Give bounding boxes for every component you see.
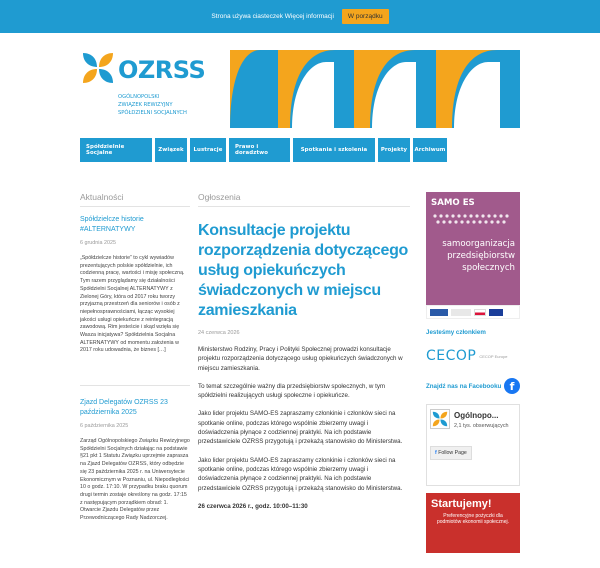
page-avatar[interactable] <box>430 409 450 429</box>
logo-wordmark: OZRSS <box>118 56 206 84</box>
poland-flag-icon <box>474 309 486 316</box>
header-banner <box>230 50 520 128</box>
article-paragraph: Ministerstwo Rodziny, Pracy i Polityki Społecznej prowadzi konsultacje projektu rozporządzenia dotyczącego usług opiekuńczych świadczonych w miejscu zamieszkania. <box>198 346 403 372</box>
article-paragraph: Jako lider projektu SAMO-ES zapraszamy członkinie i członków sieci na spotkanie online, podczas którego wspólnie zbierzemy uwagi i doświadczenia płynące z codziennej praktyki. Na ich podstawie przedstawiciele OZRSS przygotują i przekażą stanowisko do Ministerstwa. <box>198 456 403 492</box>
news-section-title: Aktualności <box>80 192 190 207</box>
article-meeting-time: 26 czerwca 2026 r., godz. 10:00–11:30 <box>198 502 308 510</box>
facebook-widget <box>426 404 520 486</box>
news-date: 6 października 2025 <box>80 423 129 429</box>
cookie-message: Strona używa ciasteczek <box>211 13 283 20</box>
news-title-link[interactable]: Zjazd Delegatów OZRSS 23 października 2025 <box>80 399 168 416</box>
eu-flag-icon <box>489 309 503 316</box>
samo-line: samoorganizacja <box>442 239 515 249</box>
news-excerpt: „Spółdzielcze historie” to cykl wywiadów prezentujących polskie spółdzielnie, ich codzienną pracę, wartości i misję społeczną. Tym razem przyglądamy się działalności Spółdzielni Socjalnej ALTERNATYWY z Zielonej Góry, która od 2017 roku tworzy przyjazną przestrzeń dla seniorów i osób z niepełnosprawnościami, łącząc wysokiej jakości usługi opiekuńcze z reintegracją zawodową. Rim jesteście i skąd wzięła się Wasza inicjatywa? Spółdzielnia Socjalna ALTERNATYWY od momentu założenia w 2017 roku udowadnia, że biznes […] <box>80 255 185 354</box>
startujemy-banner[interactable] <box>426 493 520 553</box>
follow-page-button[interactable] <box>430 446 472 460</box>
startujemy-subtitle: Preferencyjne pożyczki dla podmiotów ekonomii społecznej. <box>437 513 509 526</box>
samo-heading: SAMO ES <box>431 198 475 208</box>
logo-subtitle <box>118 93 187 117</box>
news-sidebar <box>80 192 190 568</box>
cookie-accept-button[interactable]: W porządku <box>342 9 389 24</box>
facebook-title: Znajdź nas na Facebooku <box>426 382 502 390</box>
nav-item-zwiazek[interactable]: Związek <box>155 138 187 162</box>
nav-item-spotkania[interactable]: Spotkania i szkolenia <box>293 138 375 162</box>
article-title[interactable]: Konsultacje projektu rozporządzenia dotyczącego usług opiekuńczych świadczonych w miejscu zamieszkania <box>198 222 409 319</box>
facebook-row <box>426 378 520 394</box>
main-nav <box>80 138 520 162</box>
cookie-bar <box>0 0 600 33</box>
news-excerpt: Zarząd Ogólnopolskiego Związku Rewizyjnego Spółdzielni Socjalnych działając na podstawie §21 pkt 1 Statutu Związku uprzejmie zaprasza na Zjazd Delegatów OZRSS, który odbędzie się 23 października 2025 r. na Uniwersytecie Ekonomicznym w Poznaniu, ul. Niepodległości 10 o godz. 17:10. W przypadku braku quorum drugi termin zostaje określony na godz. 17:15 z następującym porządkiem obrad: 1. Otwarcie Zjazdu Delegatów przez Przewodniczącego Rady Nadzorczej. <box>80 438 190 522</box>
cookie-more-link[interactable]: Więcej informacji <box>284 13 334 20</box>
article-paragraph: Jako lider projektu SAMO-ES zapraszamy członkinie i członków sieci na spotkanie online, podczas którego wspólnie zbierzemy uwagi i doświadczenia płynące z codziennej praktyki. Na ich podstawie przedstawiciele OZRSS przygotują i przekażą stanowisko do Ministerstwa. <box>198 410 403 446</box>
logo-subtitle-line: SPÓŁDZIELNI SOCJALNYCH <box>118 110 187 116</box>
samo-lines <box>431 238 515 274</box>
logo-subtitle-line: OGÓLNOPOLSKI <box>118 94 160 100</box>
cecop-small: CECOP Europe <box>479 353 508 359</box>
follow-label: Follow Page <box>438 450 467 456</box>
samo-es-banner[interactable] <box>426 192 520 305</box>
nav-item-spoldzielnie[interactable]: Spółdzielnie Socjalne <box>80 138 152 162</box>
members-title: Jesteśmy członkiem <box>426 329 486 336</box>
facebook-small-icon: f <box>435 450 437 456</box>
logo-subtitle-line: ZWIĄZEK REWIZYJNY <box>118 102 173 108</box>
cross-logo-icon <box>80 50 116 86</box>
samo-line: społecznych <box>462 263 515 273</box>
site-logo[interactable] <box>80 50 206 135</box>
news-title-link[interactable]: Spółdzielcze historie #ALTERNATYWY <box>80 216 144 233</box>
nav-item-prawo[interactable]: Prawo i doradztwo <box>229 138 290 162</box>
cookie-text <box>211 13 333 20</box>
facebook-followers: 2,1 tys. obserwujących <box>454 423 509 429</box>
funding-logos <box>426 305 520 319</box>
cross-logo-icon <box>431 410 449 428</box>
ministry-logo-icon <box>451 309 471 316</box>
cecop-logo[interactable] <box>426 344 520 368</box>
article-date: 24 czerwca 2026 <box>198 330 240 336</box>
facebook-page-name[interactable]: Ogólnopo... <box>454 411 499 420</box>
cecop-wordmark: CECOP <box>426 348 477 364</box>
nav-item-projekty[interactable]: Projekty <box>378 138 410 162</box>
nav-item-archiwum[interactable]: Archiwum <box>413 138 447 162</box>
eu-funds-logo-icon <box>430 309 448 316</box>
article-section-title: Ogłoszenia <box>198 192 410 207</box>
nav-item-lustracje[interactable]: Lustracje <box>190 138 226 162</box>
right-sidebar <box>426 192 520 553</box>
facebook-icon[interactable]: f <box>504 378 520 394</box>
samo-line: przedsiębiorstw <box>447 251 515 261</box>
startujemy-title: Startujemy! <box>431 498 492 510</box>
news-date: 6 grudnia 2025 <box>80 240 116 246</box>
dots-pattern-icon <box>431 212 515 226</box>
article-paragraph: To temat szczególnie ważny dla przedsiębiorstw społecznych, w tym spółdzielni realizujących usługi społeczne i opiekuńcze. <box>198 382 386 400</box>
article <box>198 192 410 511</box>
